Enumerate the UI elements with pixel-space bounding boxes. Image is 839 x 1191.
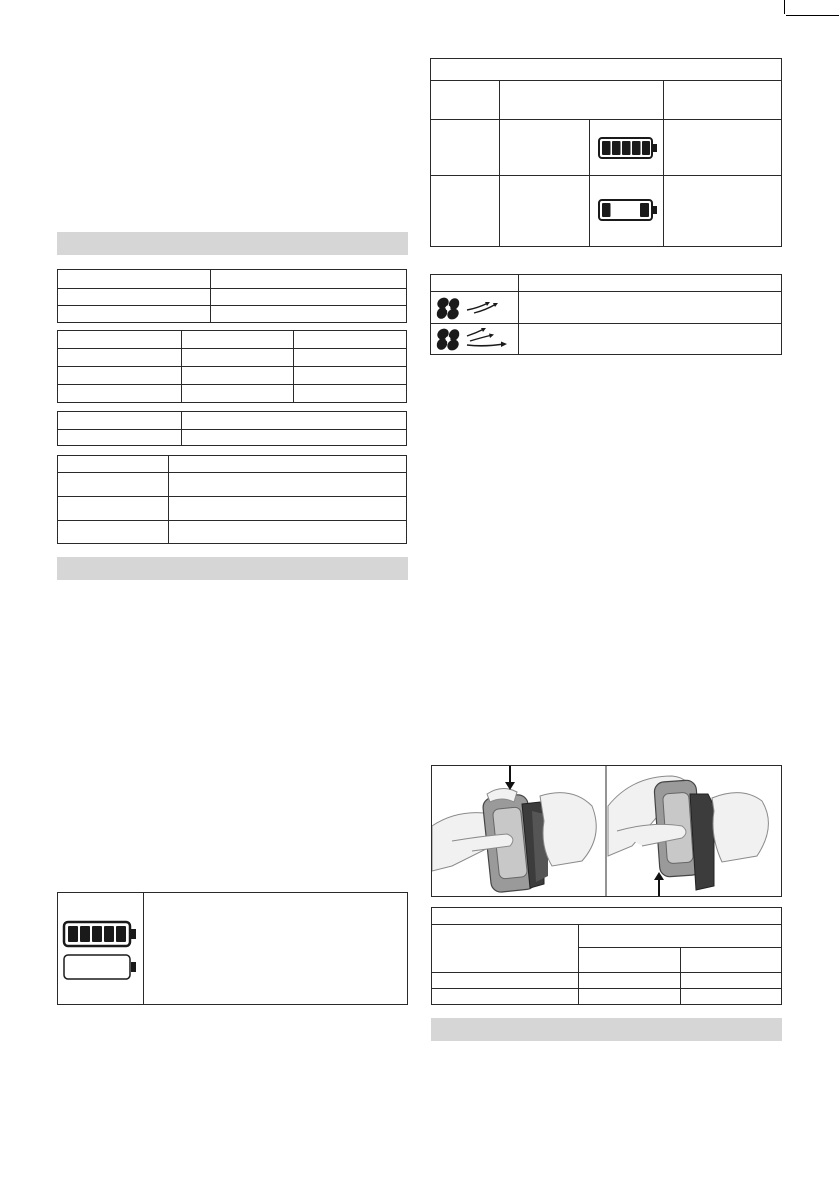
- spec-table-1: [57, 269, 407, 323]
- table-divider: [499, 80, 500, 247]
- table-row: [58, 430, 407, 446]
- table-rule: [430, 323, 782, 324]
- battery-low-icon: [597, 198, 659, 222]
- table-row: [58, 289, 407, 306]
- table-rule: [430, 291, 782, 292]
- table-divider: [663, 80, 664, 247]
- table-row: [58, 497, 407, 521]
- spec-table-5: [431, 907, 782, 1005]
- table-rule: [430, 175, 782, 176]
- table-row: [432, 973, 782, 989]
- illustration-panel-left: [432, 766, 596, 893]
- table-row: [58, 456, 407, 473]
- spec-table-4: [57, 455, 407, 544]
- table-row: [58, 473, 407, 497]
- fan-low-speed-icon: [434, 294, 514, 322]
- table-rule: [430, 119, 782, 120]
- table-row: [432, 989, 782, 1005]
- battery-indicator-box: [57, 892, 408, 1005]
- battery-full-icon: [62, 920, 138, 948]
- fan-high-speed-icon: [434, 325, 514, 353]
- crop-mark-vertical: [784, 0, 785, 14]
- table-row: [58, 521, 407, 544]
- table-row: [58, 349, 407, 367]
- table-row: [58, 270, 407, 289]
- battery-indicator-divider: [143, 892, 144, 1005]
- table-row: [432, 925, 782, 948]
- spec-table-3: [57, 411, 407, 446]
- hands-battery-illustration: [432, 766, 781, 896]
- spec-table-2: [57, 330, 407, 403]
- illustration-panel-right: [608, 776, 768, 896]
- table-row: [58, 331, 407, 349]
- crop-mark-horizontal: [786, 15, 839, 16]
- table-row: [432, 908, 782, 925]
- table-row: [58, 412, 407, 430]
- table-divider: [589, 119, 590, 247]
- section-header-bar: [57, 557, 408, 580]
- table-row: [58, 367, 407, 385]
- section-header-bar: [57, 232, 408, 255]
- section-header-bar: [431, 1018, 782, 1041]
- table-row: [58, 306, 407, 323]
- table-rule: [430, 80, 782, 81]
- battery-removal-illustration: [431, 765, 782, 897]
- table-row: [58, 385, 407, 403]
- table-divider: [518, 274, 519, 355]
- battery-empty-icon: [62, 953, 138, 981]
- battery-full-icon: [597, 136, 659, 160]
